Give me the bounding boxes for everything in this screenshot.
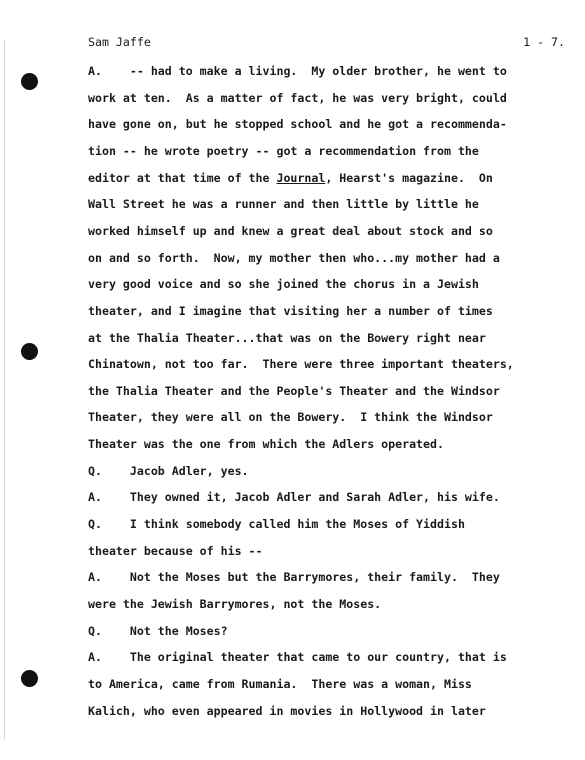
- transcript-line: have gone on, but he stopped school and he got a recommenda-: [88, 117, 507, 132]
- transcript-line: the Thalia Theater and the People's Theater and the Windsor: [88, 383, 500, 398]
- transcript-line: to America, came from Rumania. There was a woman, Miss: [88, 676, 472, 691]
- transcript-line: at the Thalia Theater...that was on the Bowery right near: [88, 330, 486, 345]
- transcript-line: Theater, they were all on the Bowery. I think the Windsor: [88, 410, 493, 425]
- underlined-publication-title: Journal: [276, 170, 326, 185]
- transcript-line: A. Not the Moses but the Barrymores, their family. They: [88, 570, 500, 585]
- transcript-line: A. The original theater that came to our country, that is: [88, 650, 507, 665]
- transcript-line: theater, and I imagine that visiting her a number of times: [88, 303, 493, 318]
- transcript-line: Chinatown, not too far. There were three important theaters,: [88, 357, 514, 372]
- transcript-line: A. -- had to make a living. My older brother, he went to: [88, 64, 507, 78]
- transcript-line: worked himself up and knew a great deal about stock and so: [88, 223, 493, 238]
- page-number: 1 - 7.: [523, 35, 565, 49]
- transcript-line: Q. Not the Moses?: [88, 623, 228, 638]
- interviewee-name: Sam Jaffe: [88, 35, 151, 49]
- transcript-line: Q. Jacob Adler, yes.: [88, 463, 249, 478]
- punch-hole-middle: [21, 343, 38, 360]
- transcript-text: , Hearst's magazine. On: [325, 170, 493, 185]
- punch-hole-bottom: [21, 670, 38, 687]
- transcript-text: editor at that time of the: [88, 170, 277, 185]
- transcript-line: theater because of his --: [88, 543, 263, 558]
- transcript-line: were the Jewish Barrymores, not the Moses.: [88, 597, 382, 611]
- transcript-line: [88, 171, 493, 185]
- punch-hole-top: [21, 73, 38, 90]
- transcript-line: Wall Street he was a runner and then little by little he: [88, 197, 479, 212]
- transcript-line: Theater was the one from which the Adlers operated.: [88, 437, 444, 452]
- transcript-line: Q. I think somebody called him the Moses of Yiddish: [88, 517, 465, 532]
- page-header: [88, 35, 565, 55]
- transcript-line: very good voice and so she joined the chorus in a Jewish: [88, 277, 479, 292]
- transcript-line: A. They owned it, Jacob Adler and Sarah Adler, his wife.: [88, 490, 500, 505]
- transcript-line: on and so forth. Now, my mother then who...my mother had a: [88, 250, 500, 265]
- page-margin-line: [4, 40, 5, 740]
- transcript-line: tion -- he wrote poetry -- got a recommendation from the: [88, 143, 479, 158]
- transcript-line: Kalich, who even appeared in movies in Hollywood in later: [88, 703, 486, 718]
- transcript-line: work at ten. As a matter of fact, he was very bright, could: [88, 90, 507, 105]
